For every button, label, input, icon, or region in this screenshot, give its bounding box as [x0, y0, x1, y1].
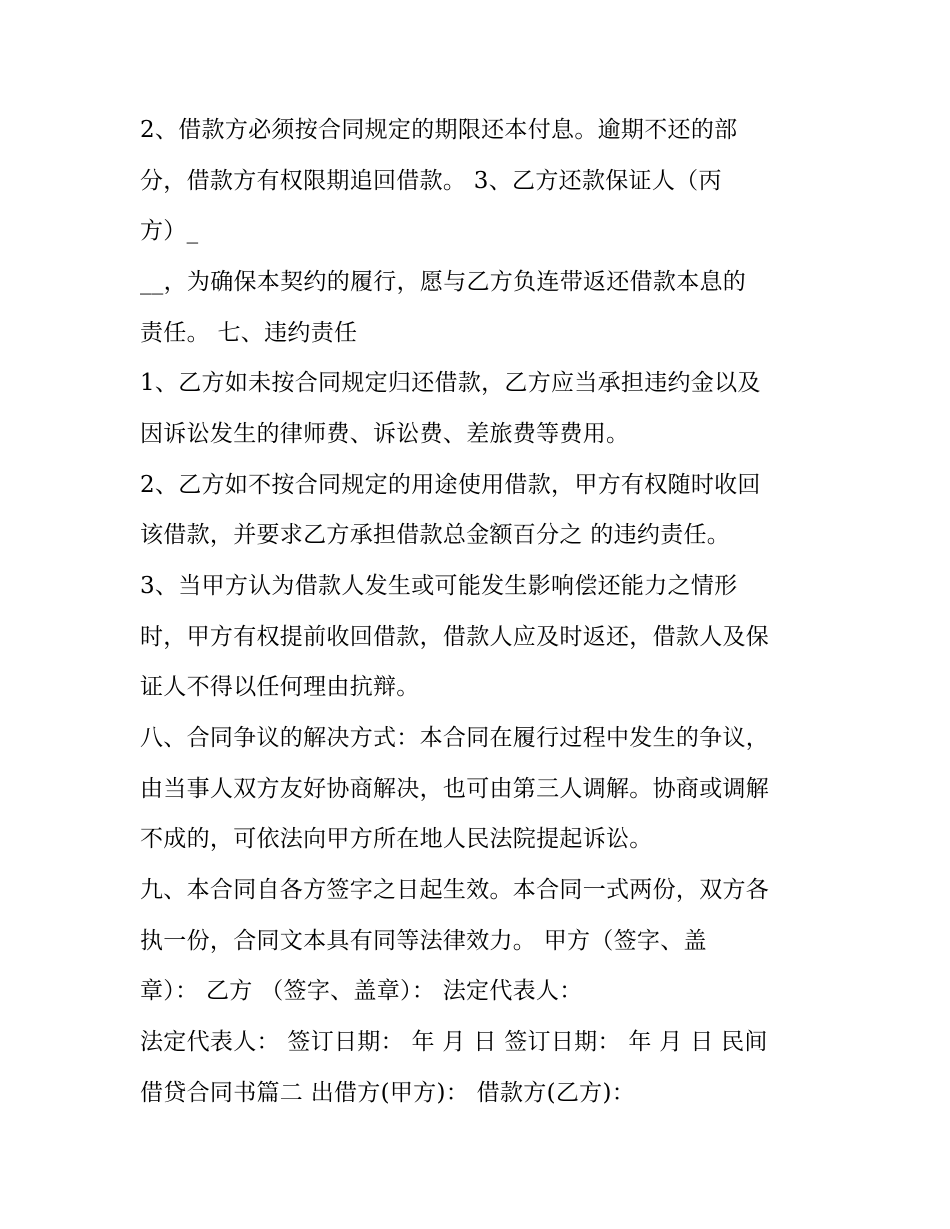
- text-line: 借贷合同书篇二 出借方(甲方)： 借款方(乙方)：: [140, 1080, 636, 1106]
- text-line: 时，甲方有权提前收回借款，借款人应及时返还，借款人及保: [140, 624, 770, 650]
- text-line: __，为确保本契约的履行，愿与乙方负连带返还借款本息的: [140, 269, 747, 295]
- text-line: 执一份，合同文本具有同等法律效力。 甲方（签字、盖: [140, 928, 707, 954]
- text-line: 方）_: [140, 218, 199, 244]
- text-line: 九、本合同自各方签字之日起生效。本合同一式两份，双方各: [140, 877, 770, 903]
- text-line: 不成的，可依法向甲方所在地人民法院提起诉讼。: [140, 826, 653, 852]
- text-line: 2、借款方必须按合同规定的期限还本付息。逾期不还的部: [140, 117, 738, 143]
- text-line: 证人不得以任何理由抗辩。: [140, 674, 420, 700]
- text-line: 因诉讼发生的律师费、诉讼费、差旅费等费用。: [140, 421, 630, 447]
- text-line: 章）： 乙方 （签字、盖章）： 法定代表人：: [140, 978, 583, 1004]
- text-line: 2、乙方如不按合同规定的用途使用借款，甲方有权随时收回: [140, 472, 761, 498]
- text-line: 该借款，并要求乙方承担借款总金额百分之 的违约责任。: [140, 522, 731, 548]
- text-line: 法定代表人： 签订日期： 年 月 日 签订日期： 年 月 日 民间: [140, 1029, 768, 1055]
- text-line: 3、当甲方认为借款人发生或可能发生影响偿还能力之情形: [140, 573, 738, 599]
- text-line: 由当事人双方友好协商解决，也可由第三人调解。协商或调解: [140, 776, 770, 802]
- text-line: 1、乙方如未按合同规定归还借款，乙方应当承担违约金以及: [140, 370, 761, 396]
- text-line: 责任。 七、违约责任: [140, 320, 358, 346]
- text-line: 八、合同争议的解决方式：本合同在履行过程中发生的争议，: [140, 725, 770, 751]
- text-line: 分，借款方有权限期追回借款。 3、乙方还款保证人（丙: [140, 168, 722, 194]
